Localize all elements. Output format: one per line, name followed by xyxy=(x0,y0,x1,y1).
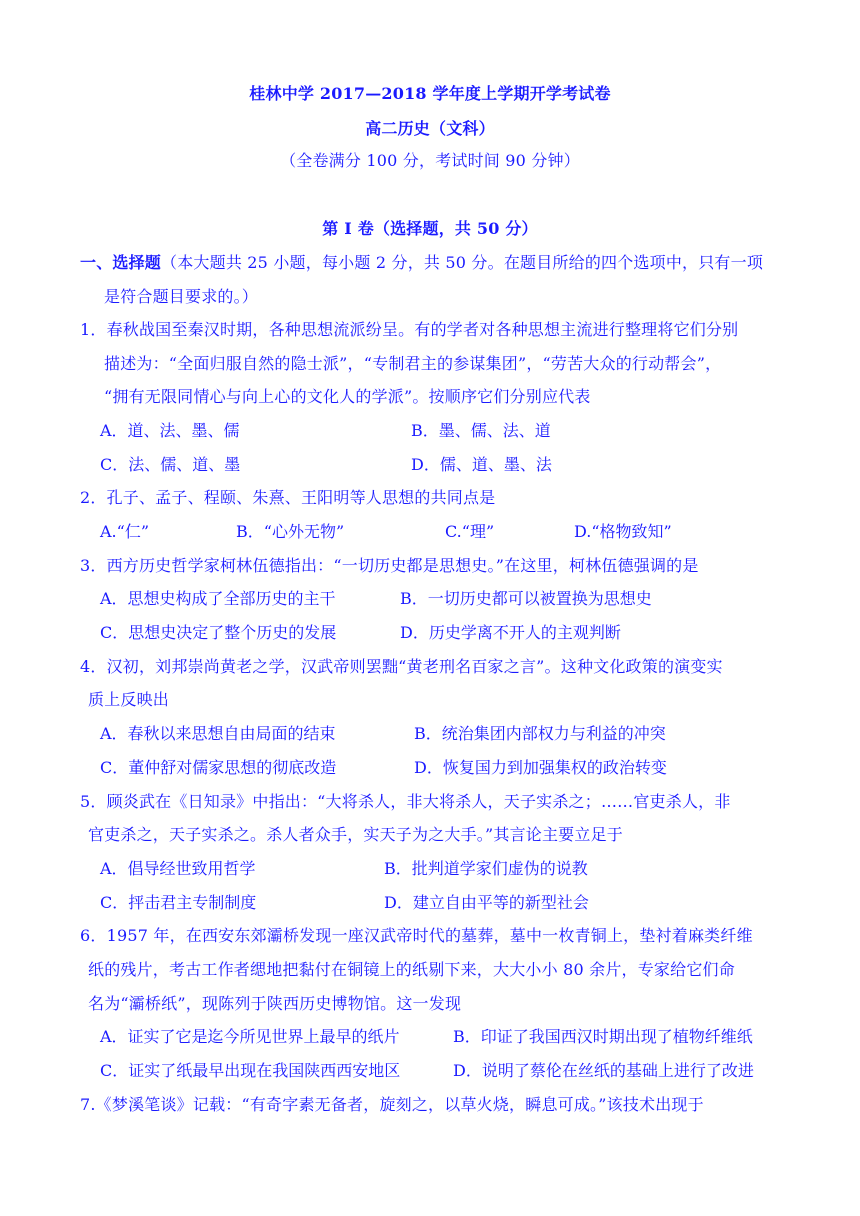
q2-option-b: B．“心外无物” xyxy=(236,522,345,541)
q6-option-c: C．证实了纸最早出现在我国陕西西安地区 xyxy=(100,1061,401,1080)
q5-stem-line: 官吏杀之，天子实杀之。杀人者众手，实天子为之大手。”其言论主要立足于 xyxy=(88,825,623,844)
q3-option-c: C．思想史决定了整个历史的发展 xyxy=(100,623,337,642)
q5-option-c: C．抨击君主专制制度 xyxy=(100,893,257,912)
q3-stem-line: 3．西方历史哲学家柯林伍德指出：“一切历史都是思想史。”在这里，柯林伍德强调的是 xyxy=(80,556,699,575)
part-desc-cont: 是符合题目要求的。） xyxy=(104,287,259,306)
q6-option-d: D．说明了蔡伦在丝纸的基础上进行了改进 xyxy=(453,1061,754,1080)
q1-stem-line: 描述为：“全面归服自然的隐士派”，“专制君主的参谋集团”，“劳苦大众的行动帮会”， xyxy=(104,354,722,373)
exam-note: （全卷满分 100 分，考试时间 90 分钟） xyxy=(280,151,580,170)
q6-stem-line: 6．1957 年，在西安东郊灞桥发现一座汉武帝时代的墓葬，墓中一枚青铜上，垫衬着麻类纤维 xyxy=(80,926,753,945)
q2-stem-line: 2．孔子、孟子、程颐、朱熹、王阳明等人思想的共同点是 xyxy=(80,488,496,507)
q1-option-c: C．法、儒、道、墨 xyxy=(100,455,241,474)
q3-option-a: A．思想史构成了全部历史的主干 xyxy=(100,589,336,608)
section-heading: 第 I 卷（选择题，共 50 分） xyxy=(322,219,538,238)
q6-option-b: B．印证了我国西汉时期出现了植物纤维纸 xyxy=(453,1027,753,1046)
q1-option-d: D．儒、道、墨、法 xyxy=(411,455,552,474)
part-intro xyxy=(80,253,763,273)
q7-stem-line: 7.《梦溪笔谈》记载：“有奇字素无备者，旋刻之，以草火烧，瞬息可成。”该技术出现于 xyxy=(80,1095,704,1114)
part-desc: （本大题共 25 小题，每小题 2 分，共 50 分。在题目所给的四个选项中，只有一项 xyxy=(161,253,764,272)
q1-option-a: A．道、法、墨、儒 xyxy=(100,421,240,440)
q4-option-c: C．董仲舒对儒家思想的彻底改造 xyxy=(100,758,337,777)
q3-option-b: B．一切历史都可以被置换为思想史 xyxy=(400,589,652,608)
q2-option-c: C.“理” xyxy=(445,522,495,541)
q6-stem-line: 纸的残片，考古工作者缌地把黏付在铜镜上的纸剔下来，大大小小 80 余片，专家给它们命 xyxy=(88,960,735,979)
exam-title: 桂林中学 2017—2018 学年度上学期开学考试卷 xyxy=(249,84,611,103)
q6-stem-line: 名为“灞桥纸”，现陈列于陕西历史博物馆。这一发现 xyxy=(88,994,462,1013)
q5-option-d: D．建立自由平等的新型社会 xyxy=(384,893,589,912)
q5-stem-line: 5．顾炎武在《日知录》中指出：“大将杀人，非大将杀人，天子实杀之；……官吏杀人，非 xyxy=(80,792,731,811)
q4-option-d: D．恢复国力到加强集权的政治转变 xyxy=(414,758,667,777)
q4-stem-line: 质上反映出 xyxy=(88,690,170,709)
q4-option-a: A．春秋以来思想自由局面的结束 xyxy=(100,724,336,743)
exam-subtitle: 高二历史（文科） xyxy=(365,119,495,138)
q4-option-b: B．统治集团内部权力与利益的冲突 xyxy=(414,724,666,743)
q5-option-b: B．批判道学家们虚伪的说教 xyxy=(384,859,588,878)
q3-option-d: D．历史学离不开人的主观判断 xyxy=(400,623,621,642)
q4-stem-line: 4．汉初，刘邦崇尚黄老之学，汉武帝则罢黜“黄老刑名百家之言”。这种文化政策的演变实 xyxy=(80,657,723,676)
q1-stem-line: “拥有无限同情心与向上心的文化人的学派”。按顺序它们分别应代表 xyxy=(104,387,591,406)
q2-option-d: D.“格物致知” xyxy=(574,522,672,541)
q2-option-a: A.“仁” xyxy=(100,522,150,541)
q1-stem-line: 1．春秋战国至秦汉时期，各种思想流派纷呈。有的学者对各种思想主流进行整理将它们分别 xyxy=(80,320,739,339)
q1-option-b: B．墨、儒、法、道 xyxy=(411,421,551,440)
q6-option-a: A．证实了它是迄今所见世界上最早的纸片 xyxy=(100,1027,400,1046)
part-label: 一、选择题 xyxy=(80,253,162,272)
q5-option-a: A．倡导经世致用哲学 xyxy=(100,859,256,878)
